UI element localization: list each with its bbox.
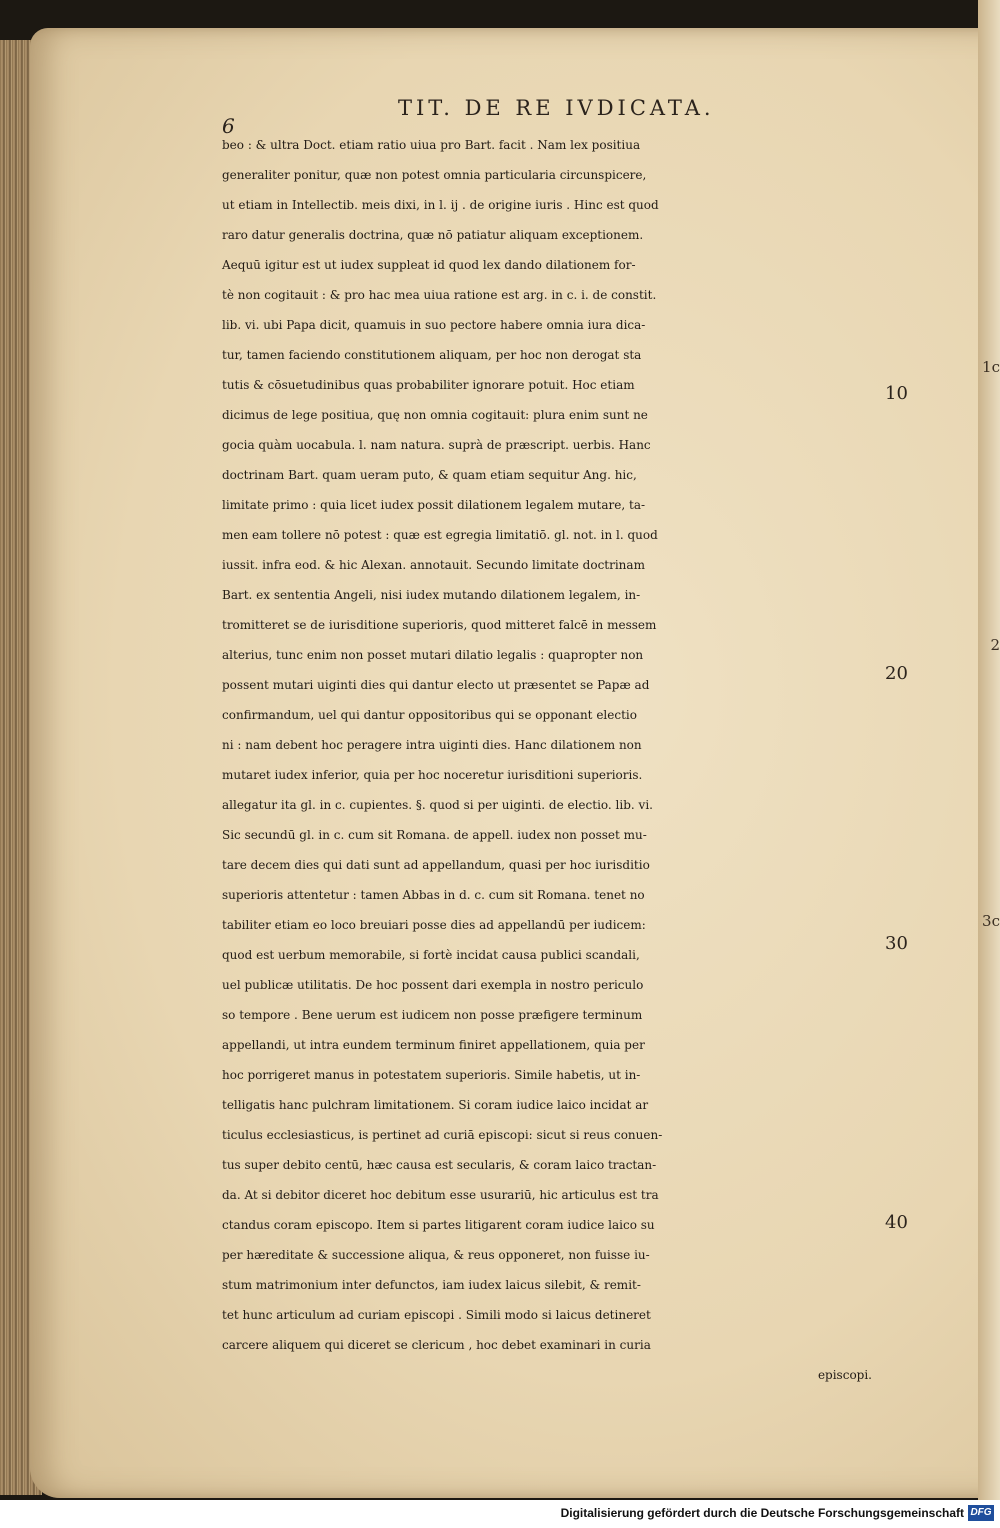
text-line: ut etiam in Intellectib. meis dixi, in l. ij . de origine iuris . Hinc est quod [222, 198, 659, 212]
facing-page-strip [978, 0, 1000, 1500]
text-line: lib. vi. ubi Papa dicit, quamuis in suo pectore habere omnia iura dica- [222, 318, 646, 332]
text-line: gocia quàm uocabula. l. nam natura. suprà de præscript. uerbis. Hanc [222, 438, 651, 452]
text-line: tet hunc articulum ad curiam episcopi . Simili modo si laicus detineret [222, 1308, 651, 1322]
dfg-logo: DFG [968, 1505, 994, 1521]
text-line: hoc porrigeret manus in potestatem superioris. Simile habetis, ut in- [222, 1068, 641, 1082]
text-line: tromitteret se de iurisditione superioris, quod mitteret falcē in messem [222, 618, 657, 632]
text-line-final: episcopi. [817, 1368, 872, 1382]
text-line: stum matrimonium inter defunctos, iam iudex laicus silebit, & remit- [222, 1278, 641, 1292]
line-number-marker: 40 [885, 1212, 908, 1233]
text-line: tare decem dies qui dati sunt ad appellandum, quasi per hoc iurisditio [222, 858, 650, 872]
text-line: generaliter ponitur, quæ non potest omnia particularia circunspicere, [222, 168, 647, 182]
text-line: doctrinam Bart. quam ueram puto, & quam etiam sequitur Ang. hic, [222, 468, 637, 482]
text-line: tus super debito centū, hæc causa est secularis, & coram laico tractan- [222, 1158, 657, 1172]
text-line: quod est uerbum memorabile, si fortè incidat causa publici scandali, [222, 948, 640, 962]
body-text [222, 130, 882, 1390]
line-number-marker: 30 [885, 933, 908, 954]
text-line: Bart. ex sententia Angeli, nisi iudex mutando dilationem legalem, in- [222, 588, 641, 602]
text-line: tè non cogitauit : & pro hac mea uiua ratione est arg. in c. i. de constit. [222, 288, 657, 302]
facing-page-number: 1c [982, 358, 1000, 376]
line-number-marker: 20 [885, 663, 908, 684]
text-line: beo : & ultra Doct. etiam ratio uiua pro Bart. facit . Nam lex positiua [222, 138, 641, 152]
text-line: superioris attentetur : tamen Abbas in d. c. cum sit Romana. tenet no [222, 888, 645, 902]
text-line: possent mutari uiginti dies qui dantur electo ut præsentet se Papæ ad [222, 678, 650, 692]
text-line: iussit. infra eod. & hic Alexan. annotauit. Secundo limitate doctrinam [222, 558, 645, 572]
text-line: carcere aliquem qui diceret se clericum , hoc debet examinari in curia [222, 1338, 651, 1352]
text-line: alterius, tunc enim non posset mutari dilatio legalis : quapropter non [222, 648, 644, 662]
text-line: da. At si debitor diceret hoc debitum esse usurariū, hic articulus est tra [222, 1188, 659, 1202]
funding-credit: Digitalisierung gefördert durch die Deutsche Forschungsgemeinschaft [560, 1506, 964, 1520]
text-line: so tempore . Bene uerum est iudicem non posse præfigere terminum [222, 1008, 643, 1022]
text-line: telligatis hanc pulchram limitationem. Si coram iudice laico incidat ar [222, 1098, 649, 1112]
text-line: appellandi, ut intra eundem terminum finiret appellationem, quia per [222, 1038, 645, 1052]
text-line: Sic secundū gl. in c. cum sit Romana. de appell. iudex non posset mu- [222, 828, 647, 842]
text-line: confirmandum, uel qui dantur oppositoribus qui se opponant electio [222, 708, 637, 722]
text-line: tabiliter etiam eo loco breuiari posse dies ad appellandū per iudicem: [222, 918, 646, 932]
text-line: per hæreditate & successione aliqua, & reus opponeret, non fuisse iu- [222, 1248, 650, 1262]
text-line: mutaret iudex inferior, quia per hoc noceretur iurisditioni superioris. [222, 768, 643, 782]
facing-page-number: 3c [982, 912, 1000, 930]
page-header [0, 96, 1000, 138]
text-line: ni : nam debent hoc peragere intra uiginti dies. Hanc dilationem non [222, 738, 642, 752]
text-line: ticulus ecclesiasticus, is pertinet ad curiā episcopi: sicut si reus conuen- [222, 1128, 663, 1142]
text-line: allegatur ita gl. in c. cupientes. §. quod si per uiginti. de electio. lib. vi. [222, 798, 653, 812]
text-line: tur, tamen faciendo constitutionem aliquam, per hoc non derogat sta [222, 348, 642, 362]
page-number: 6 [222, 114, 235, 138]
text-line: limitate primo : quia licet iudex possit dilationem legalem mutare, ta- [222, 498, 646, 512]
text-line: men eam tollere nō potest : quæ est egregia limitatiō. gl. not. in l. quod [222, 528, 658, 542]
text-line: raro datur generalis doctrina, quæ nō patiatur aliquam exceptionem. [222, 228, 644, 242]
running-title: TIT. DE RE IVDICATA. [398, 96, 715, 120]
text-line: uel publicæ utilitatis. De hoc possent dari exempla in nostro periculo [222, 978, 644, 992]
text-line: dicimus de lege positiua, quę non omnia cogitauit: plura enim sunt ne [222, 408, 648, 422]
text-line: ctandus coram episcopo. Item si partes litigarent coram iudice laico su [222, 1218, 655, 1232]
text-line: tutis & cōsuetudinibus quas probabiliter ignorare potuit. Hoc etiam [222, 378, 635, 392]
facing-page-number: 2 [990, 636, 1000, 654]
line-number-marker: 10 [885, 383, 908, 404]
text-line: Aequū igitur est ut iudex suppleat id quod lex dando dilationem for- [222, 258, 636, 272]
footer-bar [0, 1500, 1000, 1528]
